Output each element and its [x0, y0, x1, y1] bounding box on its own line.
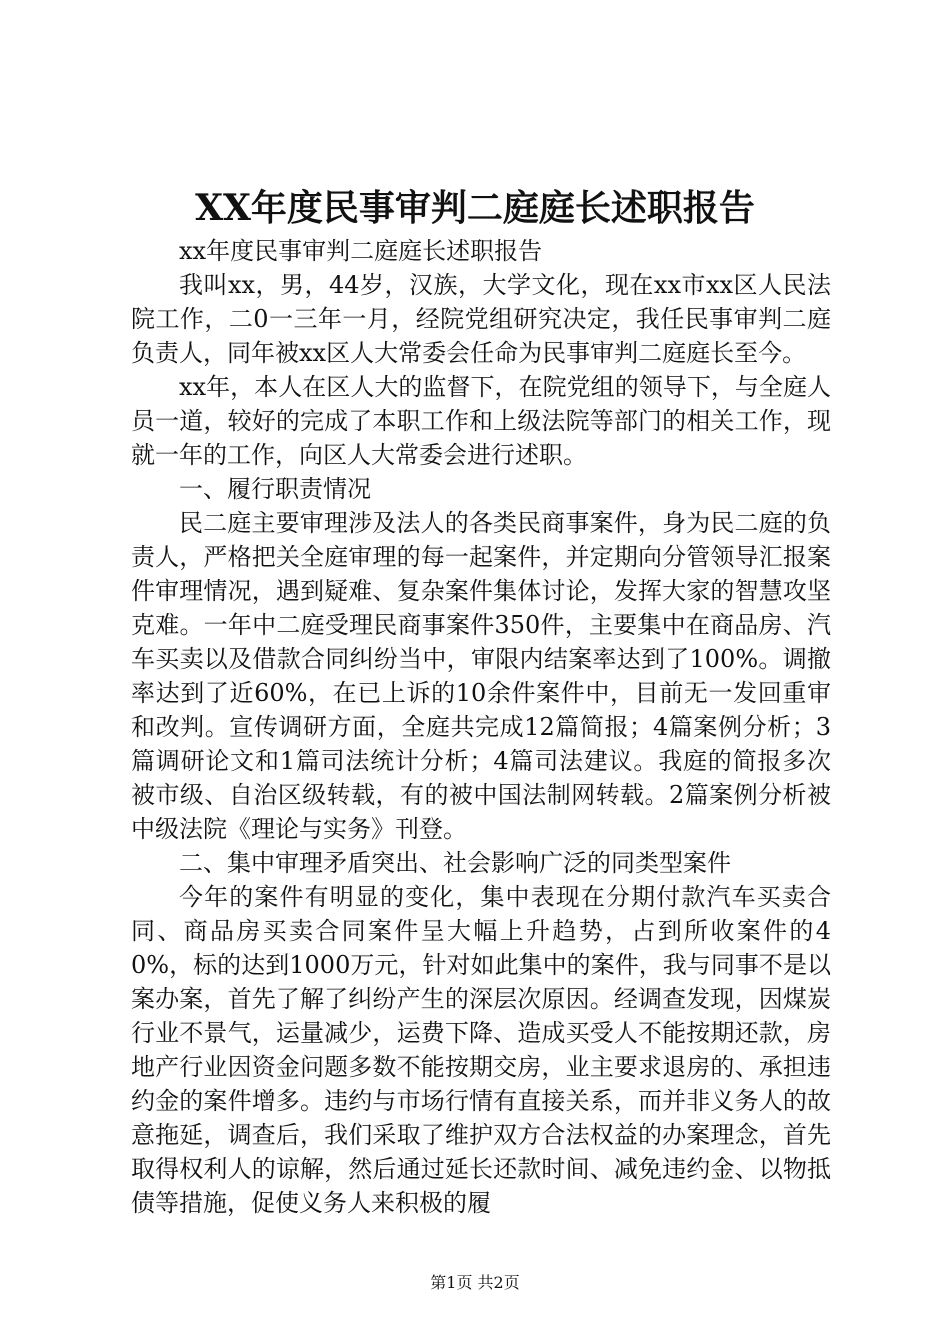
paragraph-introduction: 我叫xx，男，44岁，汉族，大学文化，现在xx市xx区人民法院工作，二0一三年一月，经院党组研究决定，我任民事审判二庭负责人，同年被xx区人大常委会任命为民事审判二庭庭长至今。: [131, 271, 831, 367]
paragraph-subtitle: xx年度民事审判二庭庭长述职报告: [179, 237, 543, 265]
paragraph-duties: 民二庭主要审理涉及法人的各类民商事案件，身为民二庭的负责人，严格把关全庭审理的每一起案件，并定期向分管领导汇报案件审理情况，遇到疑难、复杂案件集体讨论，发挥大家的智慧攻坚克难。一年中二庭受理民商事案件350件，主要集中在商品房、汽车买卖以及借款合同纠纷当中，审限内结案率达到了100%。调撤率达到了近60%，在已上诉的10余件案件中，目前无一发回重审和改判。宣传调研方面，全庭共完成12篇简报；4篇案例分析；3篇调研论文和1篇司法统计分析；4篇司法建议。我庭的简报多次被市级、自治区级转载，有的被中国法制网转载。2篇案例分析被中级法院《理论与实务》刊登。: [131, 509, 831, 843]
document-title: XX年度民事审判二庭庭长述职报告: [195, 187, 755, 229]
page-footer: 第1页 共2页: [430, 1273, 520, 1292]
paragraph-overview: xx年，本人在区人大的监督下，在院党组的领导下，与全庭人员一道，较好的完成了本职工作和上级法院等部门的相关工作，现就一年的工作，向区人大常委会进行述职。: [131, 373, 831, 469]
paragraph-cases: 今年的案件有明显的变化，集中表现在分期付款汽车买卖合同、商品房买卖合同案件呈大幅上升趋势，占到所收案件的40%，标的达到1000万元，针对如此集中的案件，我与同事不是以案办案，首先了解了纠纷产生的深层次原因。经调查发现，因煤炭行业不景气，运量减少，运费下降、造成买受人不能按期还款，房地产行业因资金问题多数不能按期交房，业主要求退房的、承担违约金的案件增多。违约与市场行情有直接关系，而并非义务人的故意拖延，调查后，我们采取了维护双方合法权益的办案理念，首先取得权利人的谅解，然后通过延长还款时间、减免违约金、以物抵债等措施，促使义务人来积极的履: [131, 883, 831, 1217]
section-heading-cases: 二、集中审理矛盾突出、社会影响广泛的同类型案件: [179, 849, 731, 877]
document-body: [131, 234, 831, 1220]
section-heading-duties: 一、履行职责情况: [179, 475, 371, 503]
